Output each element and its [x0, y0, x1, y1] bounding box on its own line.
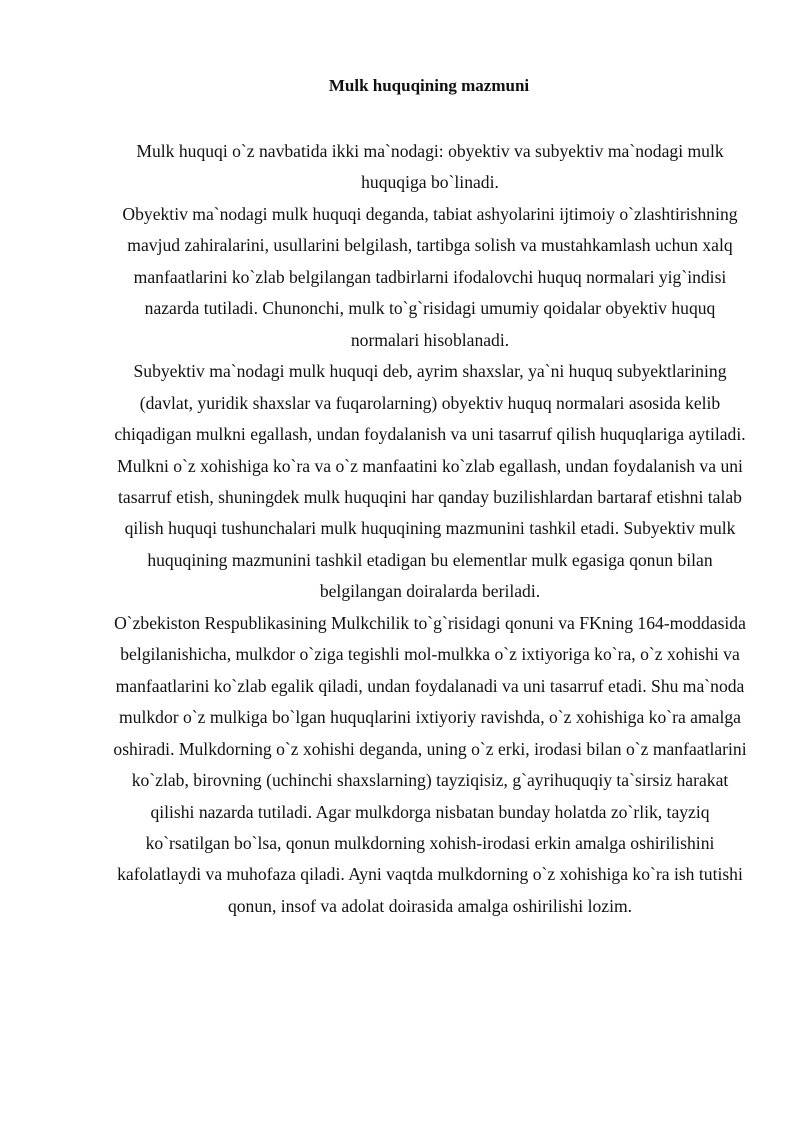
paragraph-objective-right: Obyektiv ma`nodagi mulk huquqi deganda, tabiat ashyolarini ijtimoiy o`zlashtirishning mavjud zahiralarini, usullarini belgilash, tartibga solish va mustahkamlash uchun xalq manfaatlarini ko`zlab belgilangan tadbirlarni ifodalovchi huquq normalari yig`indisi nazarda tutiladi. Chunonchi, mulk to`g`risidagi umumiy qoidalar obyektiv huquq normalari hisoblanadi.: [122, 203, 738, 350]
paragraph-subjective-right: Subyektiv ma`nodagi mulk huquqi deb, ayrim shaxslar, ya`ni huquq subyektlarining (davlat, yuridik shaxslar va fuqarolarning) obyektiv huquq normalari asosida kelib chiqadigan mulkni egallash, undan foydalanish va uni tasarruf qilish huquqlariga aytiladi.: [114, 361, 746, 445]
document-title: Mulk huquqining mazmuni: [328, 76, 530, 95]
paragraph-intro: Mulk huquqi o`z navbatida ikki ma`nodagi: obyektiv va subyektiv ma`nodagi mulk huquqiga bo`linadi.: [136, 141, 724, 193]
document-body: [110, 136, 750, 922]
paragraph-legal-basis: O`zbekiston Respublikasining Mulkchilik to`g`risidagi qonuni va FKning 164-moddasida belgilanishicha, mulkdor o`ziga tegishli mol-mulkka o`z ixtiyoriga ko`ra, o`z xohishi va manfaatlarini ko`zlab egalik qiladi, undan foydalanadi va uni tasarruf etadi. Shu ma`noda mulkdor o`z mulkiga bo`lgan huquqlarini ixtiyoriy ravishda, o`z xohishiga ko`ra amalga oshiradi. Mulkdorning o`z xohishi deganda, uning o`z erki, irodasi bilan o`z manfaatlarini ko`zlab, birovning (uchinchi shaxslarning) tayziqisiz, g`ayrihuquqiy ta`sirsiz harakat qilishi nazarda tutiladi. Agar mulkdorga nisbatan bunday holatda zo`rlik, tayziq ko`rsatilgan bo`lsa, qonun mulkdorning xohish-irodasi erkin amalga oshirilishini kafolatlaydi va muhofaza qiladi. Ayni vaqtda mulkdorning o`z xohishiga ko`ra ish tutishi qonun, insof va adolat doirasida amalga oshirilishi lozim.: [113, 612, 747, 916]
paragraph-content-of-ownership: Mulkni o`z xohishiga ko`ra va o`z manfaatini ko`zlab egallash, undan foydalanish va uni tasarruf etish, shuningdek mulk huquqini har qanday buzilishlardan bartaraf etishni talab qilish huquqi tushunchalari mulk huquqining mazmunini tashkil etadi. Subyektiv mulk huquqining mazmunini tashkil etadigan bu elementlar mulk egasiga qonun bilan belgilangan doiralarda beriladi.: [117, 455, 743, 602]
